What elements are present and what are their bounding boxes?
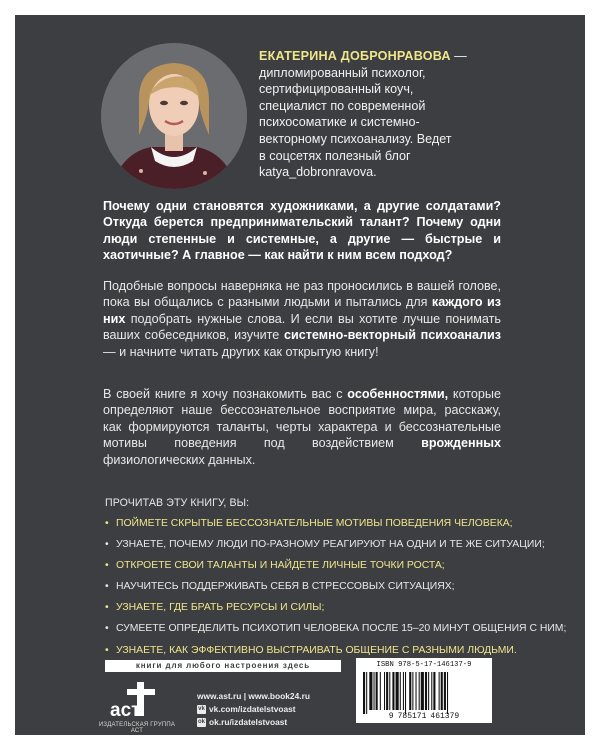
ok-link[interactable]: ok.ru/izdatelstvoast — [209, 717, 288, 727]
bio-line: в соцсетях полезный блог — [259, 148, 411, 163]
bio-line: дипломированный психолог, — [259, 65, 426, 80]
body-paragraph-2: В своей книге я хочу познакомить вас с особенностями, которые определяют наше бессознательное восприятие мира, расскажу, как формируются таланты, черты характера и бессознательные мотивы поведения под воздействием врожденных физиологических данных. — [103, 387, 501, 467]
list-item: • НАУЧИТЕСЬ ПОДДЕРЖИВАТЬ СЕБЯ В СТРЕССОВЫХ СИТУАЦИЯХ; — [105, 581, 455, 593]
website-link[interactable]: www.ast.ru | www.book24.ru — [197, 691, 310, 701]
list-item: • УЗНАЕТЕ, ПОЧЕМУ ЛЮДИ ПО-РАЗНОМУ РЕАГИРУЮТ НА ОДНИ И ТЕ ЖЕ СИТУАЦИИ; — [105, 539, 545, 551]
vk-link[interactable]: vk.com/izdatelstvoast — [209, 704, 296, 714]
lead-paragraph: Почему одни становятся художниками, а другие солдатами? Откуда берется предпринимательский талант? Почему одни люди степенные и системные, а другие — быстрые и хаотичные? А главное — как найти к ним всем подход? — [103, 199, 501, 263]
bullet-icon: • — [105, 581, 109, 593]
ast-logo-icon — [107, 680, 167, 728]
bullet-icon: • — [105, 602, 109, 614]
bullet-icon: • — [105, 644, 109, 656]
bio-line: сертифицированный коуч, — [259, 82, 414, 97]
bullet-icon: • — [105, 623, 109, 635]
list-item: • ОТКРОЕТЕ СВОИ ТАЛАНТЫ И НАЙДЕТЕ ЛИЧНЫЕ ТОЧКИ РОСТА; — [105, 560, 445, 572]
benefits-list — [105, 518, 567, 666]
list-item: • СУМЕЕТЕ ОПРЕДЕЛИТЬ ПСИХОТИП ЧЕЛОВЕКА ПОСЛЕ 15–20 МИНУТ ОБЩЕНИЯ С НИМ; — [105, 623, 567, 635]
publisher-name: ИЗДАТЕЛЬСКАЯ ГРУППА АСТ — [98, 722, 176, 734]
barcode-icon — [363, 672, 485, 714]
bullet-icon: • — [105, 560, 109, 572]
benefits-heading: ПРОЧИТАВ ЭТУ КНИГУ, ВЫ: — [105, 497, 250, 509]
series-tagline: книги для любого настроения здесь — [105, 660, 341, 672]
author-photo — [101, 43, 247, 189]
list-item: • УЗНАЕТЕ, ГДЕ БРАТЬ РЕСУРСЫ И СИЛЫ; — [105, 602, 325, 614]
list-item: • ПОЙМЕТЕ СКРЫТЫЕ БЕССОЗНАТЕЛЬНЫЕ МОТИВЫ ПОВЕДЕНИЯ ЧЕЛОВЕКА; — [105, 518, 513, 529]
logo-text: аст — [110, 700, 141, 721]
bullet-icon: • — [105, 518, 109, 529]
vk-icon: vk — [198, 706, 205, 712]
author-name: ЕКАТЕРИНА ДОБРОНРАВОВА — [259, 49, 451, 63]
bio-line: katya_dobronravova. — [259, 165, 377, 180]
author-bio: ЕКАТЕРИНА ДОБРОНРАВОВА — дипломированный психолог, сертифицированный коуч, специалист по современной психосоматике и системно- векторному психоанализу. Ведет в соцсетях полезный блог katya_dobronravova. — [259, 48, 559, 181]
publisher-links — [197, 690, 310, 729]
list-item: • УЗНАЕТЕ, КАК ЭФФЕКТИВНО ВЫСТРАИВАТЬ ОБЩЕНИЕ С РАЗНЫМИ ЛЮДЬМИ. — [105, 644, 517, 656]
bio-line: психосоматике и системно- — [259, 115, 420, 130]
body-paragraph-1: Подобные вопросы наверняка не раз проносились в вашей голове, пока вы общались с разными людьми и пытались для каждого из них подобрать нужные слова. И если вы хотите лучше понимать ваших собеседников, изучите системно-векторный психоанализ — и начните читать других как открытую книгу! — [103, 279, 501, 359]
bio-line: специалист по современной — [259, 98, 426, 113]
bio-line: векторному психоанализу. Ведет — [259, 131, 452, 146]
isbn-barcode — [356, 658, 492, 723]
isbn-text: ISBN 978-5-17-146137-9 — [376, 661, 472, 669]
book-back-cover — [15, 15, 585, 735]
barcode-digits: 9 785171 461379 — [388, 712, 460, 721]
bullet-icon: • — [105, 539, 109, 551]
ok-icon: ok — [197, 719, 205, 725]
